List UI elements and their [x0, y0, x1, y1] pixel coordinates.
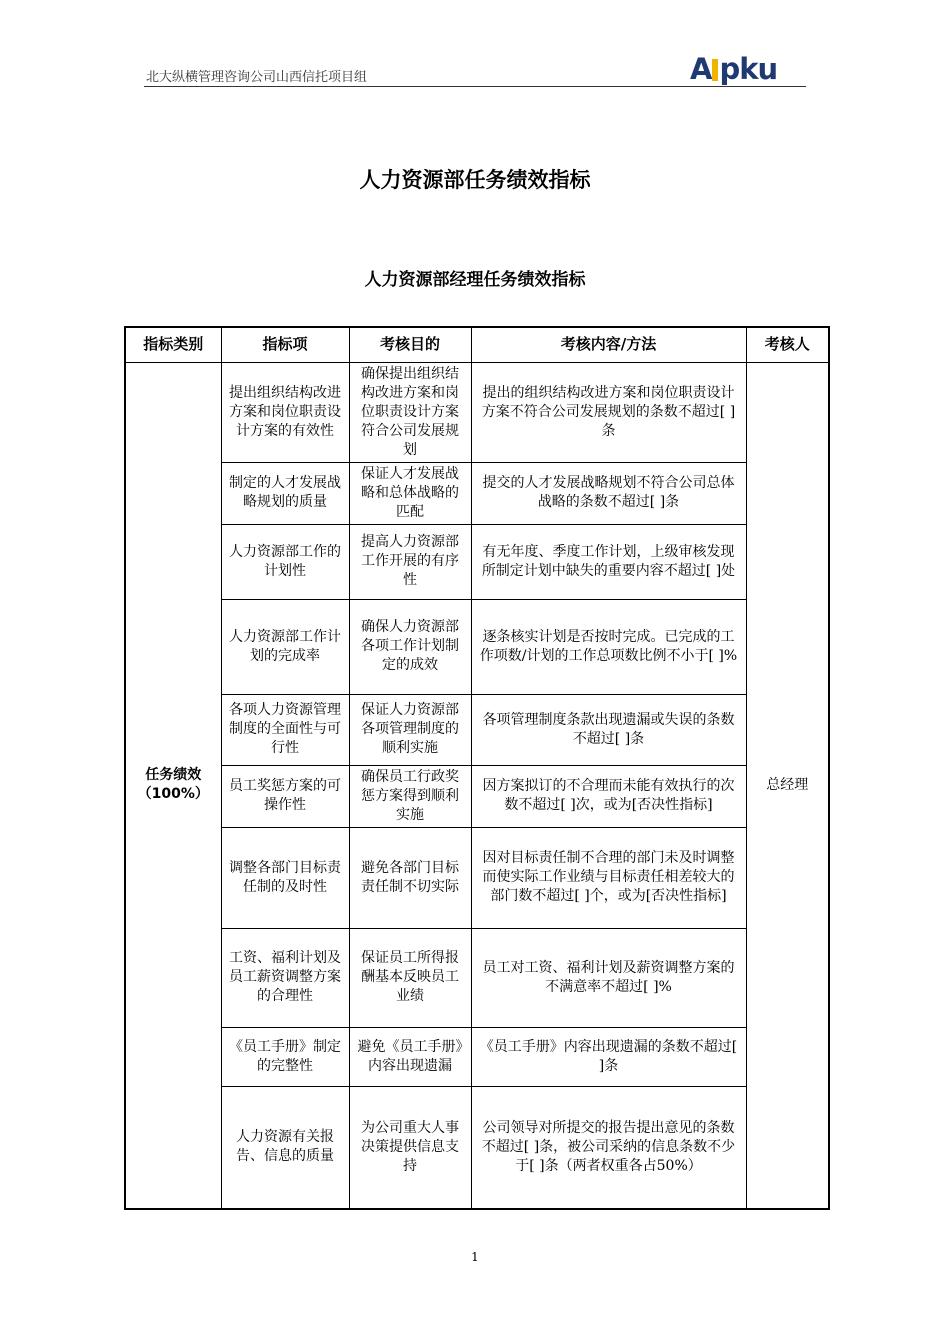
purpose-cell: 为公司重大人事决策提供信息支持 [349, 1086, 471, 1209]
purpose-cell: 确保提出组织结构改进方案和岗位职责设计方案符合公司发展规划 [349, 362, 471, 462]
document-subtitle: 人力资源部经理任务绩效指标 [364, 270, 586, 290]
kpi-table [124, 326, 830, 1210]
purpose-cell: 保证人才发展战略和总体战略的匹配 [349, 462, 471, 524]
table-row [125, 765, 829, 827]
method-cell: 《员工手册》内容出现遗漏的条数不超过[ ]条 [471, 1027, 746, 1086]
purpose-cell: 确保人力资源部各项工作计划制定的成效 [349, 599, 471, 694]
method-cell: 有无年度、季度工作计划，上级审核发现所制定计划中缺失的重要内容不超过[ ]处 [471, 524, 746, 599]
table-header-row [125, 327, 829, 362]
table-row [125, 462, 829, 524]
table-row [125, 1086, 829, 1209]
table-row [125, 599, 829, 694]
table-row [125, 827, 829, 928]
header-category: 指标类别 [125, 327, 221, 362]
header-method: 考核内容/方法 [471, 327, 746, 362]
item-cell: 人力资源部工作计划的完成率 [221, 599, 349, 694]
method-cell: 提交的人才发展战略规划不符合公司总体战略的条数不超过[ ]条 [471, 462, 746, 524]
method-cell: 因对目标责任制不合理的部门未及时调整而使实际工作业绩与目标责任相差较大的部门数不超过[ ]个，或为[否决性指标] [471, 827, 746, 928]
item-cell: 人力资源部工作的计划性 [221, 524, 349, 599]
item-cell: 提出组织结构改进方案和岗位职责设计方案的有效性 [221, 362, 349, 462]
assessor-cell: 总经理 [746, 362, 829, 1209]
table-row [125, 1027, 829, 1086]
purpose-cell: 保证员工所得报酬基本反映员工业绩 [349, 928, 471, 1027]
header-purpose: 考核目的 [349, 327, 471, 362]
table-row [125, 928, 829, 1027]
table-row [125, 694, 829, 765]
company-logo [690, 52, 777, 86]
purpose-cell: 避免《员工手册》内容出现遗漏 [349, 1027, 471, 1086]
method-cell: 各项管理制度条款出现遗漏或失误的条数不超过[ ]条 [471, 694, 746, 765]
method-cell: 公司领导对所提交的报告提出意见的条数不超过[ ]条，被公司采纳的信息条数不少于[ ]条（两者权重各占50%） [471, 1086, 746, 1209]
purpose-cell: 保证人力资源部各项管理制度的顺利实施 [349, 694, 471, 765]
category-cell [125, 362, 221, 1209]
method-cell: 因方案拟订的不合理而未能有效执行的次数不超过[ ]次，或为[否决性指标] [471, 765, 746, 827]
method-cell: 提出的组织结构改进方案和岗位职责设计方案不符合公司发展规划的条数不超过[ ]条 [471, 362, 746, 462]
header-rule [144, 86, 806, 87]
item-cell: 各项人力资源管理制度的全面性与可行性 [221, 694, 349, 765]
logo-bar-icon [712, 59, 718, 81]
logo-letters-pku: pku [719, 52, 778, 86]
purpose-cell: 确保员工行政奖惩方案得到顺利实施 [349, 765, 471, 827]
method-cell: 员工对工资、福利计划及薪资调整方案的不满意率不超过[ ]% [471, 928, 746, 1027]
purpose-cell: 提高人力资源部工作开展的有序性 [349, 524, 471, 599]
category-weight: （100%） [137, 786, 209, 803]
table-row [125, 362, 829, 462]
purpose-cell: 避免各部门目标责任制不切实际 [349, 827, 471, 928]
page-number: 1 [471, 1250, 479, 1264]
item-cell: 人力资源有关报告、信息的质量 [221, 1086, 349, 1209]
method-cell: 逐条核实计划是否按时完成。已完成的工作项数/计划的工作总项数比例不小于[ ]% [471, 599, 746, 694]
header-item: 指标项 [221, 327, 349, 362]
item-cell: 调整各部门目标责任制的及时性 [221, 827, 349, 928]
item-cell: 工资、福利计划及员工薪资调整方案的合理性 [221, 928, 349, 1027]
header-company-text: 北大纵横管理咨询公司山西信托项目组 [146, 70, 368, 85]
header-assessor: 考核人 [746, 327, 829, 362]
item-cell: 制定的人才发展战略规划的质量 [221, 462, 349, 524]
item-cell: 《员工手册》制定的完整性 [221, 1027, 349, 1086]
table-row [125, 524, 829, 599]
item-cell: 员工奖惩方案的可操作性 [221, 765, 349, 827]
category-label: 任务绩效 [145, 767, 202, 784]
document-title: 人力资源部任务绩效指标 [359, 168, 591, 192]
logo-letter-a: A [690, 52, 712, 86]
